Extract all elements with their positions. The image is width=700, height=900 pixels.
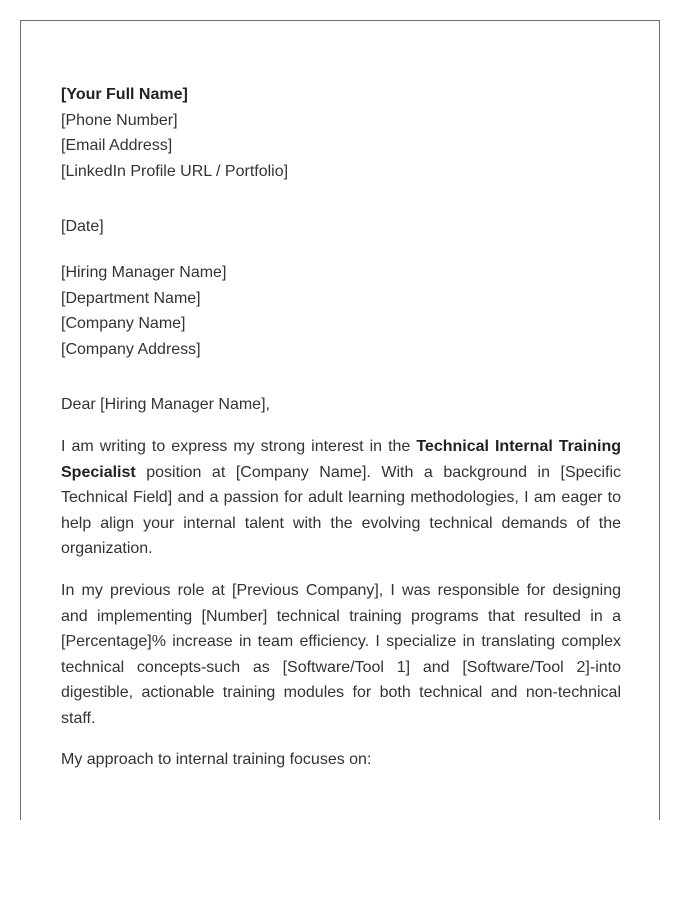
- recipient-block: [61, 260, 621, 362]
- sender-block: [61, 82, 621, 184]
- letter-body: [61, 82, 621, 773]
- letter-page: [20, 20, 660, 820]
- job-title: Technical Internal Training Specialist: [61, 437, 621, 481]
- recipient-department: [Department Name]: [61, 289, 201, 307]
- date-block: [61, 214, 621, 240]
- paragraph-intro-before: I am writing to express my strong interest in the: [61, 437, 417, 455]
- salutation: Dear [Hiring Manager Name],: [61, 396, 270, 414]
- recipient-manager: [Hiring Manager Name]: [61, 263, 227, 281]
- sender-name: [Your Full Name]: [61, 86, 188, 103]
- sender-phone: [Phone Number]: [61, 111, 178, 129]
- recipient-address: [Company Address]: [61, 340, 201, 358]
- recipient-company: [Company Name]: [61, 315, 186, 333]
- sender-profile: [LinkedIn Profile URL / Portfolio]: [61, 162, 289, 180]
- paragraph-experience: In my previous role at [Previous Company], I was responsible for designing and implementing [Number] technical training programs that resulted in a [Percentage]% increase in team efficiency. I specialize in translating complex technical concepts-such as [Software/Tool 1] and [Software/Tool 2]-into digestible, actionable training modules for both technical and non-technical staff.: [61, 581, 621, 727]
- paragraph-approach: My approach to internal training focuses on:: [61, 751, 372, 769]
- paragraph-intro-after: position at [Company Name]. With a background in [Specific Technical Field] and a passion for adult learning methodologies, I am eager to help align your internal talent with the evolving technical demands of the organization.: [61, 463, 621, 558]
- letter-date: [Date]: [61, 218, 104, 236]
- sender-email: [Email Address]: [61, 137, 173, 155]
- paragraph-intro: [61, 434, 621, 562]
- salutation-block: [61, 392, 621, 418]
